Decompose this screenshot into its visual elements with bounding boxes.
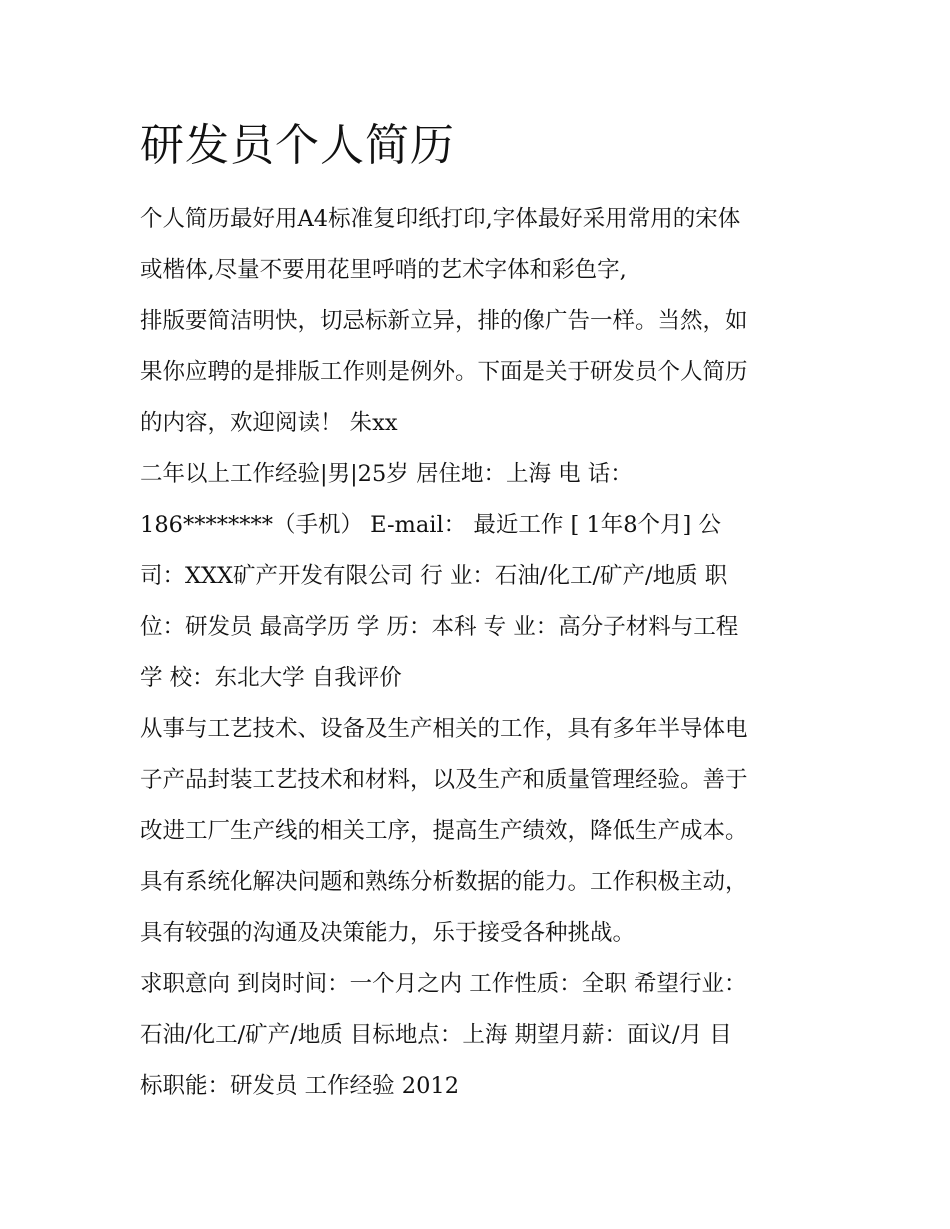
text-line: 个人简历最好用A4标准复印纸打印,字体最好采用常用的宋体	[140, 206, 741, 232]
text-line: 排版要简洁明快，切忌标新立异，排的像广告一样。当然，如	[140, 308, 748, 334]
intro-paragraph	[140, 194, 812, 296]
text-line: 求职意向 到岗时间：一个月之内 工作性质：全职 希望行业：	[140, 971, 747, 997]
text-line: 改进工厂生产线的相关工序，提高生产绩效，降低生产成本。	[140, 818, 748, 844]
text-line: 子产品封装工艺技术和材料，以及生产和质量管理经验。善于	[140, 767, 748, 793]
text-line: 司：XXX矿产开发有限公司 行 业：石油/化工/矿产/地质 职	[140, 563, 728, 589]
text-line: 学 校：东北大学 自我评价	[140, 665, 402, 691]
text-line: 二年以上工作经验|男|25岁 居住地：上海 电 话：	[140, 461, 633, 487]
text-line: 具有系统化解决问题和熟练分析数据的能力。工作积极主动，	[140, 869, 748, 895]
document-page	[140, 110, 812, 1112]
text-line: 从事与工艺技术、设备及生产相关的工作，具有多年半导体电	[140, 716, 748, 742]
text-line: 或楷体,尽量不要用花里呼哨的艺术字体和彩色字,	[140, 257, 627, 283]
page-title: 研发员个人简历	[140, 120, 455, 171]
text-line: 186********（手机） E-mail： 最近工作 [ 1年8个月] 公	[140, 512, 721, 538]
text-line: 石油/化工/矿产/地质 目标地点：上海 期望月薪：面议/月 目	[140, 1022, 732, 1048]
text-line: 标职能：研发员 工作经验 2012	[140, 1073, 460, 1099]
self-evaluation-paragraph	[140, 704, 812, 959]
text-line: 位：研发员 最高学历 学 历：本科 专 业：高分子材料与工程	[140, 614, 739, 640]
job-intention-paragraph	[140, 959, 812, 1112]
text-line: 的内容，欢迎阅读！ 朱xx	[140, 410, 398, 436]
basic-info-paragraph	[140, 449, 812, 704]
text-line: 果你应聘的是排版工作则是例外。下面是关于研发员个人简历	[140, 359, 748, 385]
layout-advice-paragraph	[140, 296, 812, 449]
text-line: 具有较强的沟通及决策能力，乐于接受各种挑战。	[140, 920, 636, 946]
